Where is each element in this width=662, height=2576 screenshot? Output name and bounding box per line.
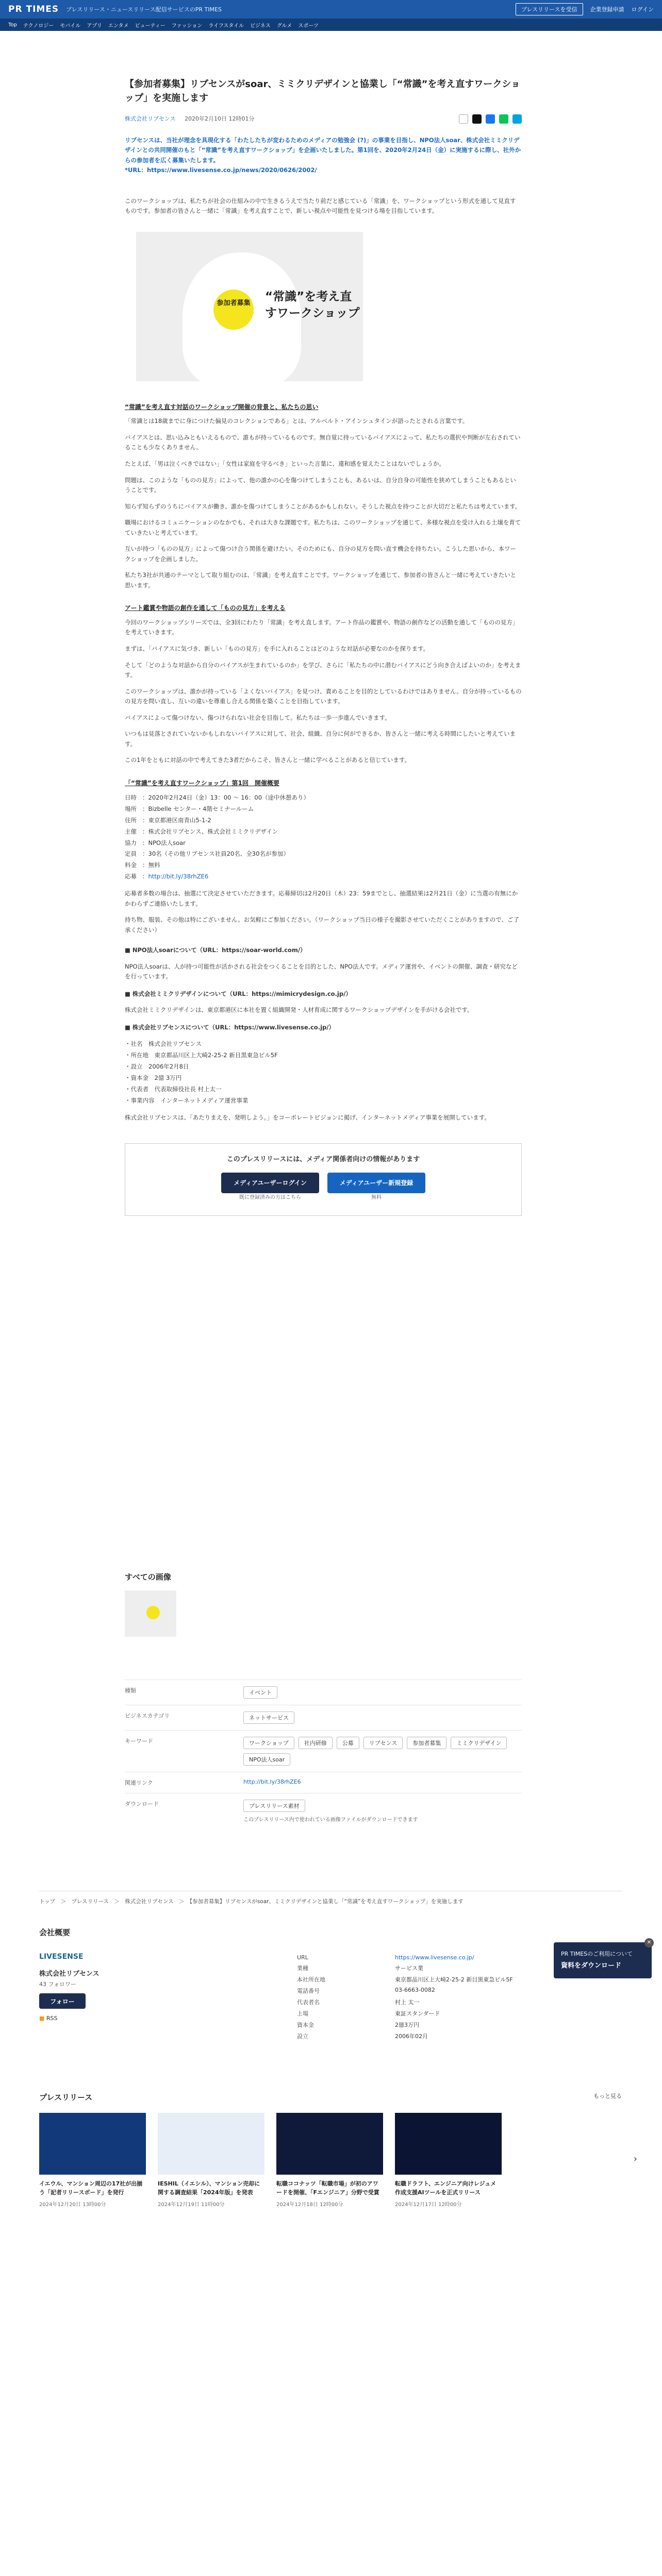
media-login-button[interactable]: メディアユーザーログイン [221, 1173, 319, 1193]
release-card[interactable] [158, 2113, 264, 2208]
mimicry-body: 株式会社ミミクリデザインは、東京都港区に本社を置く組織開発・人材育成に関するワークショップデザインを手がける会社です。 [125, 1006, 473, 1014]
info-value: 村上 太一 [395, 1999, 420, 2006]
rss-label: RSS [46, 2015, 58, 2022]
section2-paragraph: この1年をともに対話の中で考えてきた3者だからこそ、皆さんと一緒に学べることがあると信じています。 [125, 756, 410, 764]
download-note: このプレスリリース内で使われている画像ファイルがダウンロードできます [243, 1817, 418, 1823]
section2-paragraph: このワークショップは、誰かが持っている「よくないバイアス」を見つけ、責めることを目的としているわけではありません。自分が持っているものの見方を問い直し、互いの違いを尊重し合える関係を築くことを目指しています。 [125, 687, 522, 705]
category-item[interactable]: エンタメ [108, 23, 129, 29]
more-link[interactable]: もっと見る [593, 2093, 622, 2099]
press-releases-title: プレスリリース [39, 2093, 93, 2102]
livesense-details: ・社名 株式会社リブセンス ・所在地 東京都品川区上大崎2-25-2 新目黒東急ビル5F ・設立 2006年2月8日 ・資本金 2億 3万円 ・代表者 代表取締役社長 村上太一 ・事業内容 インターネットメディア運営事業 [125, 1040, 278, 1104]
media-register-group [327, 1173, 425, 1202]
event-key: 日時 [125, 794, 137, 802]
media-register-sub: 無料 [371, 1195, 382, 1201]
image-badge: 参加者募集 [213, 290, 254, 330]
media-contact-box [125, 1143, 522, 1216]
livesense-key: 資本金 [130, 1074, 148, 1082]
event-details: 日時 ：2020年2月24日（金）13：00 ～ 16：00（途中休憩あり） 場所 ：Bizbelle センター・4階セミナールーム 住所 ：東京都港区南青山5-1-2 主催 ：株式会社リブセンス、株式会社ミミクリデザイン 協力 ：NPO法人soar 定員 ：30名（その他リブセンス社員20名、全30名が参加） 料金 ：無料 応募 ：http://bit.ly/38rhZE6 [125, 792, 522, 883]
banner-line2: 資料をダウンロード [561, 1962, 622, 1970]
meta-key: 種類 [125, 1687, 136, 1694]
chevron-right-icon[interactable]: › [633, 2154, 637, 2164]
category-item[interactable]: ファッション [171, 23, 203, 29]
bookmark-icon[interactable] [459, 114, 468, 124]
media-login-sub: 既に登録済みの方はこちら [239, 1195, 301, 1201]
info-key: 資本金 [297, 2022, 314, 2028]
category-item[interactable]: モバイル [60, 23, 81, 29]
facebook-share-icon[interactable] [486, 114, 495, 124]
press-releases-section [39, 2092, 637, 2208]
meta-key: 関連リンク [125, 1780, 153, 1786]
keyword-chip[interactable]: 参加者募集 [407, 1737, 446, 1749]
release-date: 2024年12月18日 12時00分 [276, 2202, 343, 2208]
livesense-value: 代表取締役社長 村上太一 [154, 1085, 222, 1093]
related-link[interactable]: http://bit.ly/38rhZE6 [243, 1778, 301, 1785]
section1-paragraph: 知らず知らずのうちにバイアスが働き、誰かを傷つけてしまうことがあるかもしれない。そうした視点を持つことが大切だと私たちは考えています。 [125, 502, 521, 510]
event-heading: 「“常識”を考え直すワークショップ」第1回 開催概要 [125, 779, 279, 787]
keyword-chip[interactable]: リブセンス [363, 1737, 403, 1749]
livesense-body: 株式会社リブセンスは、「あたりまえを、発明しよう。」をコーポレートビジョンに掲げ、インターネットメディア事業を展開しています。 [125, 1113, 490, 1121]
event-key: 主催 [125, 827, 137, 835]
keyword-chip[interactable]: ワークショップ [243, 1737, 294, 1749]
event-key: 場所 [125, 805, 137, 813]
soar-heading: ■ NPO法人soarについて（URL：https://soar-world.com/） [125, 946, 306, 954]
release-title: 転職ココナッツ「転職市場」が初のアワードを開催、「Fエンジニア」分野で受賞 [276, 2180, 379, 2196]
section2-paragraph: 今回のワークショップシリーズでは、全3回にわたり「常識」を考え直します。アート作品の鑑賞や、物語の創作などの活動を通して「ものの見方」を考えていきます。 [125, 618, 519, 636]
info-value: 2億3万円 [395, 2022, 419, 2028]
section1-heading: “常識”を考え直す対話のワークショップ開催の背景と、私たちの思い [125, 403, 319, 411]
category-item[interactable]: グルメ [276, 23, 292, 29]
keyword-chip[interactable]: ミミクリデザイン [451, 1737, 507, 1749]
info-key: 上場 [297, 2010, 308, 2017]
livesense-value: 株式会社リブセンス [148, 1040, 202, 1048]
livesense-key: 事業内容 [130, 1096, 155, 1104]
info-key: 業種 [297, 1965, 308, 1972]
release-title: 転職ドラフト、エンジニア向けレジュメ作成支援AIツールを正式リリース [395, 2180, 496, 2196]
all-images-section [125, 1571, 522, 1637]
category-item[interactable]: アプリ [87, 23, 102, 29]
info-value: 2006年02月 [395, 2033, 428, 2040]
release-title: IESHIL（イエシル）、マンション売却に関する調査結果「2024年版」を発表 [158, 2180, 260, 2196]
category-item[interactable]: ビューティー [135, 23, 166, 29]
category-item[interactable]: ライフスタイル [208, 23, 244, 29]
company-register-link[interactable]: 企業登録申請 [590, 6, 624, 13]
line-share-icon[interactable] [499, 114, 508, 124]
info-value: 03-6663-0082 [395, 1987, 435, 1993]
event-value: 30名（その他リブセンス社員20名、全30名が参加） [148, 850, 289, 858]
section1-paragraph: 互いが持つ「ものの見方」によって傷つけ合う関係を避けたい。そのためにも、自分の見方を問い直す機会を持ちたい。こうした思いから、本ワークショップを企画しました。 [125, 545, 516, 563]
keyword-chip[interactable]: 社内研修 [299, 1737, 333, 1749]
section2-paragraph: バイアスによって傷つけない、傷つけられない社会を目指して。私たちは一歩一歩進んでいきます。 [125, 714, 391, 721]
keyword-chip[interactable]: 公募 [337, 1737, 359, 1749]
login-link[interactable]: ログイン [631, 6, 654, 13]
share-buttons [459, 114, 522, 124]
category-item[interactable]: ビジネス [250, 23, 271, 29]
event-key: 協力 [125, 839, 137, 846]
breadcrumb[interactable]: トップ ＞ プレスリリース ＞ 株式会社リブセンス ＞ 【参加者募集】リブセンスがsoar、ミミクリデザインと協業し「“常識”を考え直すワークショップ」を実施します [39, 1891, 622, 1905]
company-name[interactable]: 株式会社リブセンス [39, 1970, 100, 1978]
livesense-key: 設立 [130, 1063, 143, 1071]
apply-link[interactable]: http://bit.ly/38rhZE6 [148, 873, 209, 880]
release-thumbnail [39, 2113, 146, 2175]
image-thumbnail[interactable] [125, 1590, 176, 1637]
article-title: 【参加者募集】リブセンスがsoar、ミミクリデザインと協業し「“常識”を考え直すワークショップ」を実施します [125, 79, 521, 104]
close-icon[interactable]: ✕ [644, 1938, 654, 1947]
livesense-key: 社名 [130, 1040, 143, 1048]
follow-button[interactable]: フォロー [39, 1993, 86, 2009]
main-image[interactable] [136, 232, 363, 381]
subscribe-link[interactable]: プレスリリースを受信 [516, 3, 583, 15]
soar-body: NPO法人soarは、人が持つ可能性が活かされる社会をつくることを目的とした、NPO法人です。メディア運営や、イベントの開催、調査・研究などを行っています。 [125, 962, 518, 980]
livesense-key: 代表者 [130, 1085, 148, 1093]
site-tagline: プレスリリース・ニュースリリース配信サービスのPR TIMES [66, 6, 222, 13]
article [125, 77, 522, 1216]
release-title: イエウル、マンション周辺の17社が出揃う「記者リリースボード」を発行 [39, 2180, 143, 2196]
event-key: 住所 [125, 816, 137, 824]
release-date: 2024年12月19日 11時00分 [158, 2202, 225, 2208]
info-value: 東京都品川区上大崎2-25-2 新目黒東急ビル5F [395, 1976, 513, 1983]
rss-link[interactable] [39, 2015, 142, 2022]
media-login-group [221, 1173, 319, 1202]
section1-paragraph: 「常識とは18歳までに身につけた偏見のコレクションである」とは、アルベルト・アインシュタインが語ったとされる言葉です。 [125, 417, 469, 425]
release-date: 2024年12月20日 13時00分 [39, 2202, 106, 2208]
meta-key: キーワード [125, 1738, 153, 1744]
release-thumbnail [158, 2113, 264, 2175]
x-share-icon[interactable] [472, 114, 482, 124]
livesense-value: 東京都品川区上大崎2-25-2 新目黒東急ビル5F [154, 1052, 278, 1059]
media-register-button[interactable]: メディアユーザー新規登録 [327, 1173, 425, 1193]
publish-date: 2020年2月10日 12時01分 [185, 115, 255, 122]
section2-paragraph: そして「どのような対話から自分のバイアスが生まれているのか」を学び、さらに「私たちの中に潜むバイアスにどう向き合えばよいのか」を考えます。 [125, 661, 521, 679]
company-logo[interactable]: LIVESENSE [39, 1953, 84, 1961]
section1-paragraph: たとえば、「男は泣くべきではない」「女性は家庭を守るべき」といった言葉に、違和感を覚えたことはないでしょうか。 [125, 460, 445, 467]
category-item[interactable]: スポーツ [298, 23, 319, 29]
image-caption: “常識”を考え直すワークショップ [265, 290, 360, 320]
section2-heading: アート鑑賞や物語の創作を通して「ものの見方」を考える [125, 604, 286, 612]
thumb-badge-icon [146, 1606, 160, 1619]
section2-paragraph: いつもは見落とされていないかもしれないバイアスに対して、社会、組織、自分に何ができるか、皆さんと一緒に考える時間にしたいと考えています。 [125, 730, 516, 748]
follower-count: 43 フォロワー [39, 1981, 76, 1988]
event-value: NPO法人soar [148, 839, 186, 846]
company-overview-title: 会社概要 [39, 1928, 71, 1937]
company-url[interactable]: https://www.livesense.co.jp/ [395, 1954, 474, 1961]
lead-url[interactable]: *URL：https://www.livesense.co.jp/news/2020/0626/2002/ [125, 166, 317, 174]
info-value: サービス業 [395, 1965, 423, 1972]
company-name-link[interactable]: 株式会社リブセンス [125, 115, 176, 122]
event-key: 定員 [125, 850, 137, 858]
livesense-key: 所在地 [130, 1052, 148, 1059]
article-meta [125, 114, 522, 124]
site-logo[interactable]: PR TIMES [8, 4, 59, 14]
article-lead [125, 135, 522, 176]
release-thumbnail [276, 2113, 383, 2175]
type-chip[interactable]: イベント [243, 1686, 277, 1699]
release-card[interactable] [39, 2113, 146, 2208]
rss-icon: ■ [39, 2015, 45, 2022]
category-chip[interactable]: ネットサービス [243, 1711, 294, 1724]
section1-paragraph: 私たち3社が共通のテーマとして取り組むのは、「常識」を考え直すことです。ワークショップを通じて、参加者の皆さんと一緒に考えていきたいと思います。 [125, 571, 517, 589]
section1-paragraph: 問題は、このような「ものの見方」によって、他の誰かの心を傷つけてしまうことも、あるいは、自分自身の可能性を狭めてしまうこともあるということです。 [125, 476, 516, 494]
category-item[interactable]: テクノロジー [23, 23, 54, 29]
intro-paragraph: このワークショップは、私たちが社会の仕組みの中で生きるうえで当たり前だと感じている「常識」を、ワークショップという形式を通して見直すものです。参加者の皆さんと一緒に「常識」を考え直すことで、新しい視点や可能性を見つける場を目指しています。 [125, 197, 516, 215]
livesense-value: インターネットメディア運営事業 [160, 1096, 249, 1104]
hatena-share-icon[interactable] [512, 114, 522, 124]
category-nav [0, 19, 662, 31]
top-header [0, 0, 662, 19]
meta-key: ダウンロード [125, 1801, 159, 1807]
section1-paragraph: バイアスとは、思い込みともいえるもので、誰もが持っているものです。無自覚に持っているバイアスによって、私たちの選択や判断が左右されていることも少なくありません。 [125, 433, 521, 451]
download-materials-button[interactable]: プレスリリース素材 [243, 1800, 305, 1812]
event-value: 無料 [148, 861, 160, 869]
release-card[interactable] [395, 2113, 502, 2208]
info-value: 東証スタンダード [395, 2010, 440, 2017]
release-date: 2024年12月17日 12時00分 [395, 2202, 462, 2208]
section1-paragraph: 職場におけるコミュニケーションのなかでも、それは大きな課題です。私たちは、このワークショップを通じて、多様な視点を受け入れる土壌を育てていきたいと考えています。 [125, 519, 521, 536]
release-meta-table [125, 1680, 522, 1829]
contact-title: このプレスリリースには、メディア関係者向けの情報があります [226, 1156, 420, 1164]
category-item[interactable]: Top [8, 22, 17, 28]
info-key: 代表者名 [297, 1999, 320, 2006]
lead-text: リブセンスは、当社が理念を具現化する「わたしたちが変わるためのメディアの勉強会 (?)」の事業を目指し、NPO法人soar、株式会社ミミクリデザインとの共同開催のもと「“常識”を考え直すワークショップ」を企画いたしました。第1回を、2020年2月24日（金）に実施するに際し、社外からの参加者を広く募集いたします。 [125, 136, 521, 164]
release-card[interactable] [276, 2113, 383, 2208]
all-images-title: すべての画像 [125, 1572, 171, 1582]
company-info-table [297, 1953, 617, 2042]
info-key: 電話番号 [297, 1988, 320, 1994]
info-key: 本社所在地 [297, 1976, 325, 1983]
event-value: 東京都港区南青山5-1-2 [148, 816, 211, 824]
event-value: 2020年2月24日（金）13：00 ～ 16：00（途中休憩あり） [148, 794, 310, 802]
event-key: 料金 [125, 861, 137, 869]
info-key: URL [297, 1954, 308, 1961]
livesense-heading: ■ 株式会社リブセンスについて（URL：https://www.livesense.co.jp/） [125, 1023, 335, 1031]
event-key: 応募 [125, 873, 137, 880]
banner-line1: PR TIMESのご利用について [561, 1951, 633, 1957]
release-thumbnail [395, 2113, 502, 2175]
event-value: Bizbelle センター・4階セミナールーム [148, 805, 254, 813]
livesense-value: 2億 3万円 [154, 1074, 182, 1082]
event-note: 持ち物、服装、その他は特にございません。お気軽にご参加ください。（ワークショップ当日の様子を撮影させていただくことがありますので、ご了承ください） [125, 916, 519, 934]
event-value: 株式会社リブセンス、株式会社ミミクリデザイン [148, 827, 278, 835]
keyword-chip[interactable]: NPO法人soar [243, 1753, 290, 1766]
section2-paragraph: まずは、「バイアスに気づき、新しい「ものの見方」を手に入れることはどのような対話が必要なのかを探ります。 [125, 645, 429, 652]
livesense-value: 2006年2月8日 [148, 1063, 189, 1071]
meta-key: ビジネスカテゴリ [125, 1713, 170, 1719]
info-key: 設立 [297, 2033, 308, 2040]
mimicry-heading: ■ 株式会社ミミクリデザインについて（URL：https://mimicrydesign.co.jp/） [125, 990, 352, 997]
event-note: 応募者多数の場合は、抽選にて決定させていただきます。応募締切は2月20日（木）23：59までとし、抽選結果は2月21日（金）に当選の有無にかかわらずご連絡いたします。 [125, 890, 518, 907]
